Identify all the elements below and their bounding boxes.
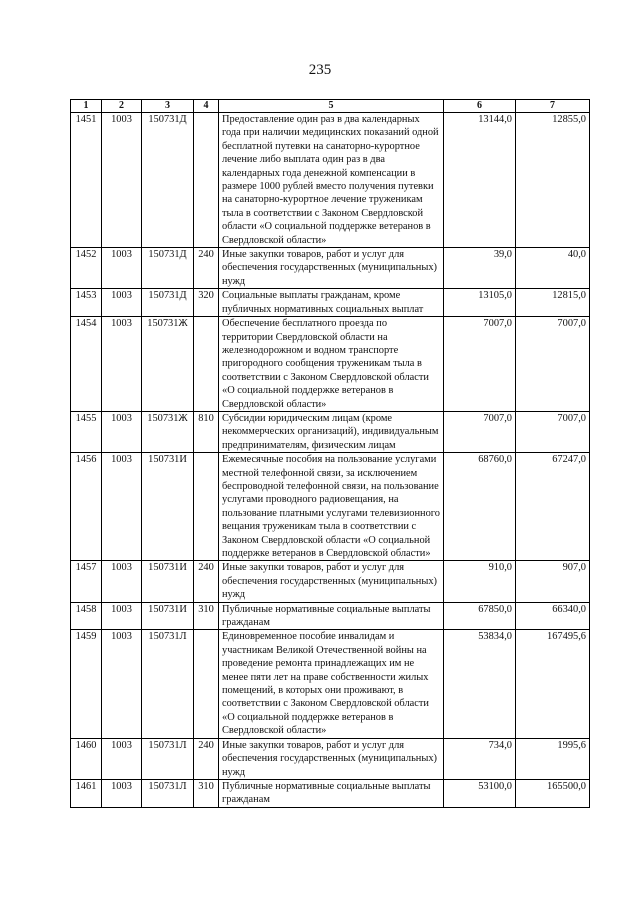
section-code-cell: 1003 xyxy=(102,248,142,289)
row-number-cell: 1456 xyxy=(71,453,102,561)
header-cell: 7 xyxy=(516,100,590,113)
header-cell: 3 xyxy=(142,100,194,113)
amount-col7-cell: 67247,0 xyxy=(516,453,590,561)
expense-type-cell: 310 xyxy=(194,779,219,807)
amount-col7-cell: 165500,0 xyxy=(516,779,590,807)
section-code-cell: 1003 xyxy=(102,453,142,561)
description-cell: Обеспечение бесплатного проезда по территории Свердловской области на железнодорожном и водном транспорте пригородного сообщения труженикам тыла в соответствии с Законом Свердловской области «О социальной поддержке ветеранов в Свердловской области» xyxy=(219,317,444,412)
target-code-cell: 150731Д xyxy=(142,113,194,248)
expense-type-cell: 240 xyxy=(194,561,219,602)
amount-col6-cell: 39,0 xyxy=(444,248,516,289)
section-code-cell: 1003 xyxy=(102,289,142,317)
expense-type-cell: 240 xyxy=(194,248,219,289)
amount-col6-cell: 68760,0 xyxy=(444,453,516,561)
description-cell: Иные закупки товаров, работ и услуг для обеспечения государственных (муниципальных) нужд xyxy=(219,738,444,779)
expense-type-cell xyxy=(194,630,219,738)
description-cell: Предоставление один раз в два календарных года при наличии медицинских показаний одной бесплатной путевки на санаторно-курортное лечение либо выплата один раз в два календарных года денежной компенсации в размере 1000 рублей вместо получения путевки на санаторно-курортное лечение труженикам тыла в соответствии с Законом Свердловской области «О социальной поддержке ветеранов в Свердловской области» xyxy=(219,113,444,248)
section-code-cell: 1003 xyxy=(102,317,142,412)
target-code-cell: 150731И xyxy=(142,561,194,602)
amount-col6-cell: 13105,0 xyxy=(444,289,516,317)
amount-col7-cell: 40,0 xyxy=(516,248,590,289)
row-number-cell: 1457 xyxy=(71,561,102,602)
expense-type-cell: 240 xyxy=(194,738,219,779)
table-row xyxy=(71,453,590,561)
header-cell: 2 xyxy=(102,100,142,113)
header-cell: 5 xyxy=(219,100,444,113)
table-row xyxy=(71,411,590,452)
expense-type-cell: 320 xyxy=(194,289,219,317)
table-row xyxy=(71,289,590,317)
target-code-cell: 150731Ж xyxy=(142,411,194,452)
target-code-cell: 150731Л xyxy=(142,738,194,779)
description-cell: Ежемесячные пособия на пользование услугами местной телефонной связи, за исключением беспроводной телефонной связи, на пользование услугами проводного радиовещания, на пользование платными услугами телевизионного вещания труженикам тыла в соответствии с Законом Свердловской области «О социальной поддержке ветеранов в Свердловской области» xyxy=(219,453,444,561)
row-number-cell: 1458 xyxy=(71,602,102,630)
target-code-cell: 150731Ж xyxy=(142,317,194,412)
table-row xyxy=(71,738,590,779)
amount-col6-cell: 7007,0 xyxy=(444,317,516,412)
row-number-cell: 1452 xyxy=(71,248,102,289)
expense-type-cell: 310 xyxy=(194,602,219,630)
section-code-cell: 1003 xyxy=(102,630,142,738)
header-row xyxy=(71,100,590,113)
description-cell: Субсидии юридическим лицам (кроме некоммерческих организаций), индивидуальным предпринимателям, физическим лицам xyxy=(219,411,444,452)
expense-type-cell xyxy=(194,453,219,561)
section-code-cell: 1003 xyxy=(102,738,142,779)
amount-col7-cell: 907,0 xyxy=(516,561,590,602)
table-row xyxy=(71,602,590,630)
target-code-cell: 150731Л xyxy=(142,779,194,807)
page-number: 235 xyxy=(308,62,332,78)
budget-table xyxy=(70,99,590,808)
target-code-cell: 150731И xyxy=(142,602,194,630)
header-cell: 1 xyxy=(71,100,102,113)
section-code-cell: 1003 xyxy=(102,779,142,807)
amount-col7-cell: 66340,0 xyxy=(516,602,590,630)
table-row xyxy=(71,779,590,807)
amount-col7-cell: 1995,6 xyxy=(516,738,590,779)
section-code-cell: 1003 xyxy=(102,113,142,248)
section-code-cell: 1003 xyxy=(102,602,142,630)
description-cell: Иные закупки товаров, работ и услуг для обеспечения государственных (муниципальных) нужд xyxy=(219,248,444,289)
row-number-cell: 1461 xyxy=(71,779,102,807)
expense-type-cell xyxy=(194,113,219,248)
table-row xyxy=(71,113,590,248)
description-cell: Иные закупки товаров, работ и услуг для обеспечения государственных (муниципальных) нужд xyxy=(219,561,444,602)
amount-col6-cell: 734,0 xyxy=(444,738,516,779)
amount-col7-cell: 12815,0 xyxy=(516,289,590,317)
description-cell: Публичные нормативные социальные выплаты гражданам xyxy=(219,602,444,630)
header-cell: 4 xyxy=(194,100,219,113)
row-number-cell: 1453 xyxy=(71,289,102,317)
section-code-cell: 1003 xyxy=(102,411,142,452)
table-row xyxy=(71,317,590,412)
row-number-cell: 1455 xyxy=(71,411,102,452)
amount-col7-cell: 7007,0 xyxy=(516,317,590,412)
header-cell: 6 xyxy=(444,100,516,113)
description-cell: Публичные нормативные социальные выплаты гражданам xyxy=(219,779,444,807)
amount-col6-cell: 7007,0 xyxy=(444,411,516,452)
target-code-cell: 150731Л xyxy=(142,630,194,738)
row-number-cell: 1451 xyxy=(71,113,102,248)
table-row xyxy=(71,561,590,602)
table-row xyxy=(71,248,590,289)
row-number-cell: 1454 xyxy=(71,317,102,412)
description-cell: Социальные выплаты гражданам, кроме публичных нормативных социальных выплат xyxy=(219,289,444,317)
amount-col6-cell: 13144,0 xyxy=(444,113,516,248)
amount-col6-cell: 53834,0 xyxy=(444,630,516,738)
amount-col7-cell: 167495,6 xyxy=(516,630,590,738)
table-row xyxy=(71,630,590,738)
description-cell: Единовременное пособие инвалидам и участникам Великой Отечественной войны на проведение ремонта принадлежащих им не менее пяти лет на праве собственности жилых помещений, в которых они проживают, в соответствии с Законом Свердловской области «О социальной поддержке ветеранов в Свердловской области» xyxy=(219,630,444,738)
row-number-cell: 1459 xyxy=(71,630,102,738)
amount-col6-cell: 910,0 xyxy=(444,561,516,602)
target-code-cell: 150731Д xyxy=(142,248,194,289)
amount-col6-cell: 67850,0 xyxy=(444,602,516,630)
expense-type-cell: 810 xyxy=(194,411,219,452)
amount-col6-cell: 53100,0 xyxy=(444,779,516,807)
target-code-cell: 150731И xyxy=(142,453,194,561)
expense-type-cell xyxy=(194,317,219,412)
row-number-cell: 1460 xyxy=(71,738,102,779)
amount-col7-cell: 7007,0 xyxy=(516,411,590,452)
amount-col7-cell: 12855,0 xyxy=(516,113,590,248)
target-code-cell: 150731Д xyxy=(142,289,194,317)
section-code-cell: 1003 xyxy=(102,561,142,602)
